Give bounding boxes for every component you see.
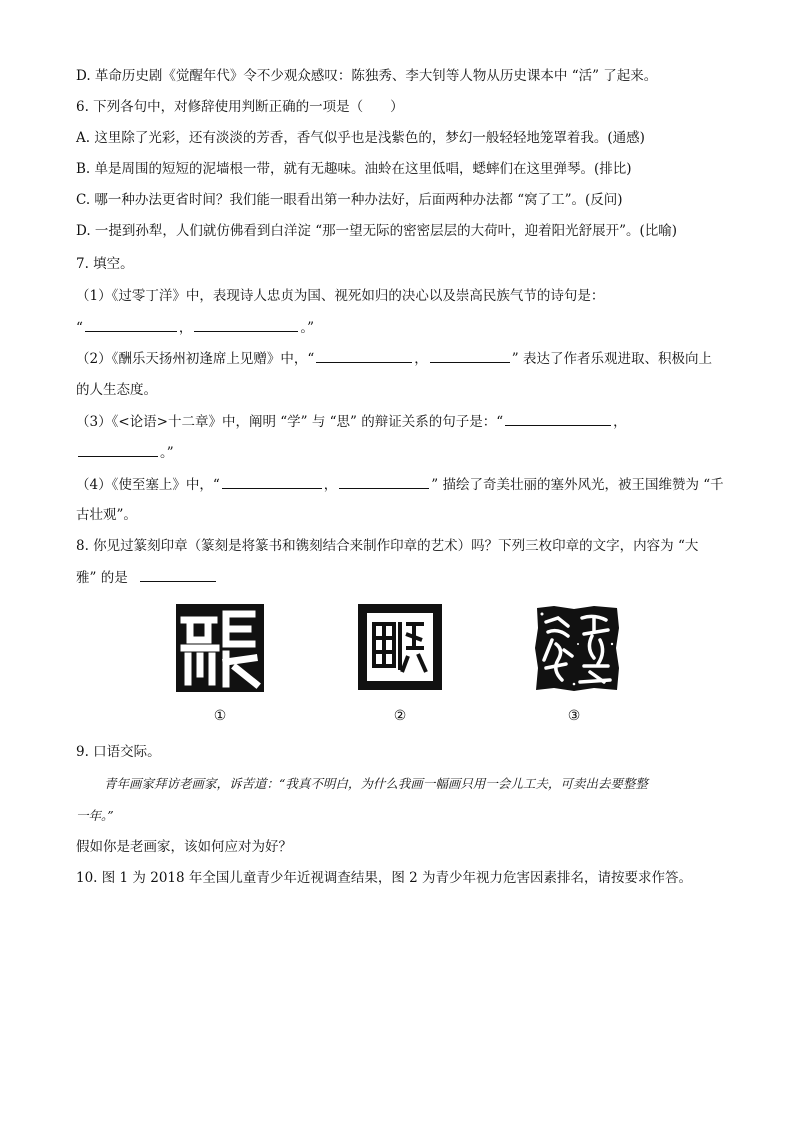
seal-image-2 — [358, 604, 442, 690]
part-2-lead: （2）《酬乐天扬州初逢席上见赠》中，“ — [76, 351, 315, 367]
seal-label-2: ② — [393, 708, 407, 724]
part-4-lead: （4）《使至塞上》中，“ — [76, 477, 220, 493]
question-9-prompt: 假如你是老画家，该如何应对为好？ — [76, 839, 292, 855]
quote-open: “ — [76, 320, 83, 336]
quote-close: 。” — [160, 445, 174, 461]
answer-blank[interactable] — [339, 474, 429, 489]
question-8-stem: 8. 你见过篆刻印章（篆刻是将篆书和镌刻结合来制作印章的艺术）吗？下列三枚印章的文字，内容为 “大 — [76, 538, 699, 554]
answer-blank[interactable] — [85, 317, 177, 332]
question-7-part-3-cont — [76, 442, 174, 463]
question-7-part-1-answer — [76, 317, 314, 338]
question-8-stem-cont — [76, 567, 218, 588]
question-7-part-3 — [76, 411, 627, 432]
part-3-lead: （3）《<论语>十二章》中，阐明 “学” 与 “思” 的辩证关系的句子是：“ — [76, 414, 504, 430]
seal-image-3 — [534, 604, 620, 692]
question-6-option-d: D. 一提到孙犁，人们就仿佛看到白洋淀 “那一望无际的密密层层的大荷叶，迎着阳光舒展开”。(比喻) — [76, 223, 678, 239]
seal-label-3: ③ — [567, 708, 581, 724]
quote-close: 。” — [300, 320, 315, 336]
answer-blank[interactable] — [316, 348, 412, 363]
question-7-part-2-cont: 的人生态度。 — [76, 382, 157, 398]
comma: ， — [613, 414, 627, 430]
answer-blank[interactable] — [140, 567, 216, 582]
question-7-part-2 — [76, 348, 712, 369]
seal-image-1 — [176, 604, 264, 692]
question-6-option-b: B. 单是周围的短短的泥墙根一带，就有无趣味。油蛉在这里低唱，蟋蟀们在这里弹琴。(排比) — [76, 161, 632, 177]
seal-label-1: ① — [213, 708, 227, 724]
question-10-stem: 10. 图 1 为 2018 年全国儿童青少年近视调查结果，图 2 为青少年视力危害因素排名，请按要求作答。 — [76, 870, 693, 886]
question-9-scenario: 青年画家拜访老画家，诉苦道：“我真不明白，为什么我画一幅画只用一会儿工夫，可卖出去要整整 — [104, 776, 648, 791]
question-9-scenario-cont: 一年。” — [76, 808, 114, 823]
answer-blank[interactable] — [78, 442, 158, 457]
answer-blank[interactable] — [194, 317, 298, 332]
question-6-option-c: C. 哪一种办法更省时间？我们能一眼看出第一种办法好，后面两种办法都 “窝了工”。(反问) — [76, 192, 623, 208]
part-2-tail: ” 表达了作者乐观进取、积极向上 — [511, 351, 712, 367]
question-7-part-4-cont: 古壮观”。 — [76, 507, 137, 523]
answer-blank[interactable] — [430, 348, 510, 363]
comma: ， — [178, 320, 193, 336]
question-7-part-4 — [76, 474, 724, 495]
question-7-stem: 7. 填空。 — [76, 256, 134, 272]
q8-tail: 雅” 的是 — [76, 570, 128, 586]
question-6-option-a: A. 这里除了光彩，还有淡淡的芳香，香气似乎也是浅紫色的，梦幻一般轻轻地笼罩着我。(通感) — [76, 130, 645, 146]
question-9-stem: 9. 口语交际。 — [76, 744, 161, 760]
question-6-stem: 6. 下列各句中，对修辞使用判断正确的一项是（ ） — [76, 99, 404, 115]
comma: ， — [414, 351, 428, 367]
option-d-q5: D. 革命历史剧《觉醒年代》令不少观众感叹：陈独秀、李大钊等人物从历史课本中 “活” 了起来。 — [76, 68, 658, 84]
part-4-tail: ” 描绘了奇美壮丽的塞外风光，被王国维赞为 “千 — [431, 477, 724, 493]
question-7-part-1: （1）《过零丁洋》中，表现诗人忠贞为国、视死如归的决心以及崇高民族气节的诗句是： — [76, 288, 605, 304]
answer-blank[interactable] — [505, 411, 611, 426]
answer-blank[interactable] — [222, 474, 322, 489]
comma: ， — [323, 477, 338, 493]
